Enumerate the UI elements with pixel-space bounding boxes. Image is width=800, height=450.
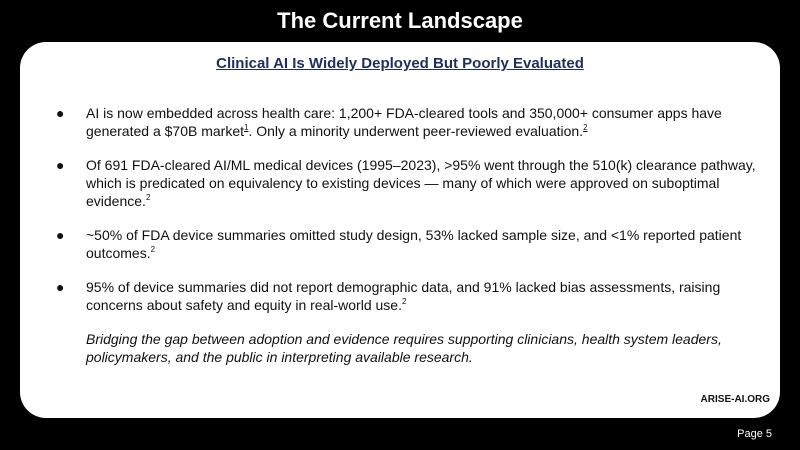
bullet-list bbox=[56, 104, 756, 330]
bullet-marker: ● bbox=[56, 157, 65, 173]
closing-statement: Bridging the gap between adoption and evidence requires supporting clinicians, health system leaders, policymakers, and the public in interpreting available research. bbox=[86, 331, 722, 365]
bullet-item bbox=[56, 226, 756, 262]
bullet-item bbox=[56, 156, 756, 210]
reference-link[interactable]: 1 bbox=[244, 123, 249, 132]
bullet-text: AI is now embedded across health care: 1,200+ FDA-cleared tools and 350,000+ consumer apps have generated a $70B market bbox=[86, 105, 722, 139]
page-number: Page 5 bbox=[737, 428, 772, 440]
reference-marker: 2 bbox=[401, 297, 407, 306]
bullet-text: Of 691 FDA-cleared AI/ML medical devices (1995–2023), >95% went through the 510(k) clearance pathway, which is predicated on equivalency to existing devices — many of which were approved on suboptimal evidence. bbox=[86, 157, 756, 209]
bullet-text: ~50% of FDA device summaries omitted study design, 53% lacked sample size, and <1% reported patient outcomes. bbox=[86, 227, 742, 261]
content-card bbox=[20, 42, 780, 418]
bullet-text-continued: . Only a minority underwent peer-reviewed evaluation. bbox=[248, 123, 584, 139]
slide-title: The Current Landscape bbox=[277, 8, 523, 33]
bullet-item bbox=[56, 278, 756, 314]
bullet-item bbox=[56, 104, 756, 140]
bullet-marker: ● bbox=[56, 227, 65, 243]
bullet-marker: ● bbox=[56, 105, 65, 121]
reference-marker: 2 bbox=[145, 193, 151, 202]
slide-subtitle: Clinical AI Is Widely Deployed But Poorly Evaluated bbox=[216, 55, 584, 72]
site-url: ARISE-AI.ORG bbox=[700, 394, 770, 405]
bullet-text: 95% of device summaries did not report demographic data, and 91% lacked bias assessments, raising concerns about safety and equity in real-world use. bbox=[86, 279, 721, 313]
reference-link[interactable]: 2 bbox=[583, 123, 588, 132]
reference-marker: 2 bbox=[150, 245, 156, 254]
bullet-marker: ● bbox=[56, 279, 65, 295]
